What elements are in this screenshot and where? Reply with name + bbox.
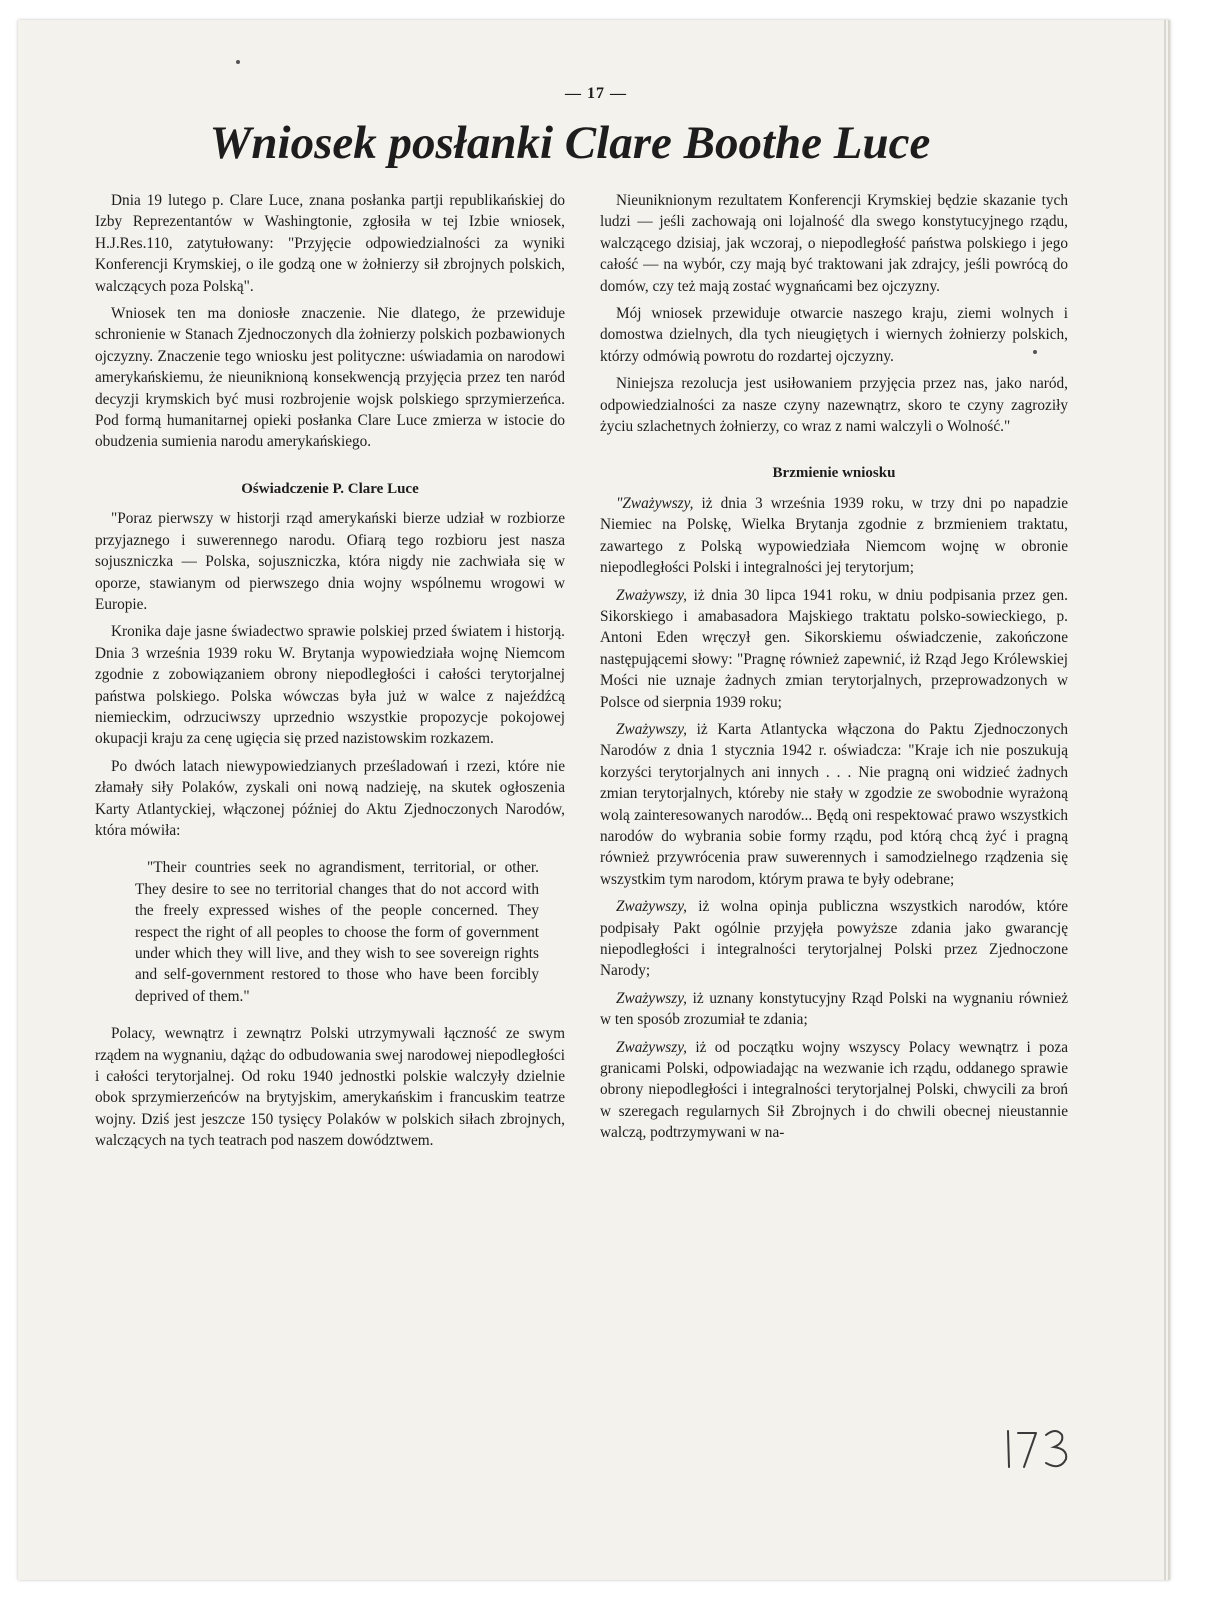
clause-lead: Zważywszy, bbox=[616, 586, 687, 604]
atlantic-charter-quote: "Their countries seek no agrandisment, territorial, or other. They desire to see no territorial changes that do not accord with the freely expressed wishes of the people concerned. They respect the right of all peoples to choose the form of government under which they will live, and they wish to see sovereign rights and self-government restored to those who have been forcibly deprived of them." bbox=[135, 859, 539, 1005]
resolution-clause bbox=[600, 988, 1068, 1031]
statement-paragraph: "Poraz pierwszy w historji rząd amerykański bierze udział w rozbiorze przyjaznego i suwerennego narodu. Ofiarą tego rozbioru jest nasza sojuszniczka — Polska, sojuszniczka, która nigdy nie zachwiała się w oporze, stawianym od pierwszego dnia wojny wspólnemu wrogowi w Europie. bbox=[95, 510, 565, 613]
clause-lead: Zważywszy, bbox=[616, 1038, 687, 1056]
resolution-clause bbox=[600, 896, 1068, 982]
resolution-clause bbox=[600, 585, 1068, 713]
clause-text: iż wolna opinja publiczna wszystkich narodów, które podpisały Pakt ogólnie przyjęła powyższe zdania jako gwarancję niepodległości i integralności terytorjalnej Polski przez Zjednoczone Narody; bbox=[600, 898, 1068, 980]
clause-lead: Zważywszy, bbox=[616, 720, 687, 738]
clause-text: iż uznany konstytucyjny Rząd Polski na wygnaniu również w ten sposób zrozumiał te zdania; bbox=[600, 989, 1068, 1029]
resolution-clause bbox=[600, 719, 1068, 890]
statement-paragraph: Mój wniosek przewiduje otwarcie naszego kraju, ziemi wolnych i domostwa dzielnych, dla tych nieugiętych i wiernych żołnierzy polskich, którzy odmówią powrotu do rozdartej ojczyzny. bbox=[600, 305, 1068, 365]
statement-paragraph: Nieuniknionym rezultatem Konferencji Krymskiej będzie skazanie tych ludzi — jeśli zachowają oni lojalność dla swego konstytucyjnego rządu, walczącego dzisiaj, jak wczoraj, o niepodległość państwa polskiego i jego całość — na wybór, czy mają być traktowani jak zdrajcy, jeśli powrócą do domów, czy też mają zostać wygnańcami bez ojczyzny. bbox=[600, 192, 1068, 295]
resolution-clause bbox=[600, 1037, 1068, 1144]
clause-text: iż dnia 30 lipca 1941 roku, w dniu podpisania przez gen. Sikorskiego i amabasadora Majskiego traktatu polsko-sowieckiego, p. Antoni Eden wręczył gen. Sikorskiemu oświadczenie, zakończone następującemi słowy: "Pragnę również zapewnić, iż Rząd Jego Królewskiej Mości nie uznaje żadnych zmian terytorjalnych, przeprowadzonych w Polsce od sierpnia 1939 roku; bbox=[600, 586, 1068, 711]
clause-text: iż Karta Atlantycka włączona do Paktu Zjednoczonych Narodów z dnia 1 stycznia 1942 r. oświadcza: "Kraje ich nie poszukują korzyści terytorjalnych ani innych . . . Nie pragną oni widzieć żadnych zmian terytorjalnych, któreby nie stały w zgodzie ze swobodnie wyrażoną wolą zainteresowanych narodów... Będą oni respektować prawo wszystkich narodów do wybrania sobie formy rządu, pod którą chcą żyć i pragną również przywrócenia praw suwerennych i samodzielnego rządzenia się wszystkim tym narodom, którym prawa te były odebrane; bbox=[600, 720, 1068, 888]
clause-text: iż od początku wojny wszyscy Polacy wewnątrz i poza granicami Polski, odpowiadając na wezwanie ich rządu, oddanego sprawie obrony niepodległości i integralności terytorjalnej Polski, chwycili za broń w szeregach regularnych Sił Zbrojnych i do chwili obecnej nieustannie walczą, podtrzymywani w na- bbox=[600, 1038, 1068, 1142]
statement-paragraph: Po dwóch latach niewypowiedzianych prześladowań i rzezi, które nie złamały siły Polaków, zyskali oni nową nadzieję, na skutek ogłoszenia Karty Atlantyckiej, włączonej później do Aktu Zjednoczonych Narodów, która mówiła: bbox=[95, 757, 565, 839]
page-edge bbox=[1164, 20, 1166, 1580]
intro-paragraph: Dnia 19 lutego p. Clare Luce, znana posłanka partji republikańskiej do Izby Reprezentantów w Washingtonie, zgłosiła w tej Izbie wniosek, H.J.Res.110, zatytułowany: "Przyjęcie odpowiedzialności za wyniki Konferencji Krymskiej, o ile godzą one w żołnierzy sił zbrojnych polskich, walczących poza Polską". bbox=[95, 192, 565, 295]
clause-lead: "Zważywszy, bbox=[616, 494, 694, 512]
ink-speck bbox=[236, 60, 240, 64]
article-title: Wniosek posłanki Clare Boothe Luce bbox=[209, 117, 931, 169]
resolution-clause bbox=[600, 493, 1068, 579]
right-column bbox=[600, 190, 1068, 1150]
clause-lead: Zważywszy, bbox=[616, 898, 687, 916]
page-edge bbox=[1168, 20, 1170, 1580]
statement-heading: Oświadczenie P. Clare Luce bbox=[241, 480, 419, 497]
page-number: — 17 — bbox=[565, 85, 627, 102]
resolution-heading: Brzmienie wniosku bbox=[772, 465, 896, 482]
clause-text: iż dnia 3 września 1939 roku, w trzy dni po napadzie Niemiec na Polskę, Wielka Brytanja zgodnie z brzmieniem traktatu, zawartego z Polską wypowiedziała Niemcom wojnę w obronie niepodległości Polski i integralności jej terytorjum; bbox=[600, 494, 1068, 577]
intro-paragraph: Wniosek ten ma doniosłe znaczenie. Nie dlatego, że przewiduje schronienie w Stanach Zjednoczonych dla żołnierzy polskich pozbawionych ojczyzny. Znaczenie tego wniosku jest polityczne: uświadamia on narodowi amerykańskiemu, że nieuniknioną konsekwencją przyjęcia przez ten naród decyzji krymskich być musi rozbrojenie wojsk polskiego sprzymierzeńca. Pod formą humanitarnej opieki posłanka Clare Luce zmierza w istocie do obudzenia sumienia narodu amerykańskiego. bbox=[95, 305, 565, 451]
left-column bbox=[95, 190, 565, 1158]
statement-paragraph: Polacy, wewnątrz i zewnątrz Polski utrzymywali łączność ze swym rządem na wygnaniu, dążąc do odbudowania swej narodowej niepodległości i całości terytorjalnej. Od roku 1940 jednostki polskie walczyły dzielnie obok sprzymierzeńców na brytyjskim, amerykańskim i francuskim teatrze wojny. Dziś jest jeszcze 150 tysięcy Polaków w polskich siłach zbrojnych, walczących na tych teatrach pod naszem dowództwem. bbox=[95, 1025, 565, 1150]
statement-paragraph: Niniejsza rezolucja jest usiłowaniem przyjęcia przez nas, jako naród, odpowiedzialności za nasze czyny nazewnątrz, skoro te czyny zagroziły życiu szlachetnych żołnierzy, co wraz z nami walczyli o Wolność." bbox=[600, 375, 1068, 436]
handwritten-page-number bbox=[1002, 1425, 1074, 1471]
statement-paragraph: Kronika daje jasne świadectwo sprawie polskiej przed światem i historją. Dnia 3 września 1939 roku W. Brytanja wypowiedziała wojnę Niemcom zgodnie z zobowiązaniem obrony niepodległości i całości terytorjalnej państwa polskiego. Polska wówczas była już w walce z najeźdźcą niemieckim, odrzuciwszy uprzednio wszystkie propozycje pokojowej okupacji kraju za cenę ugięcia się przed nazistowskim rozkazem. bbox=[95, 623, 565, 748]
clause-lead: Zważywszy, bbox=[616, 989, 687, 1007]
